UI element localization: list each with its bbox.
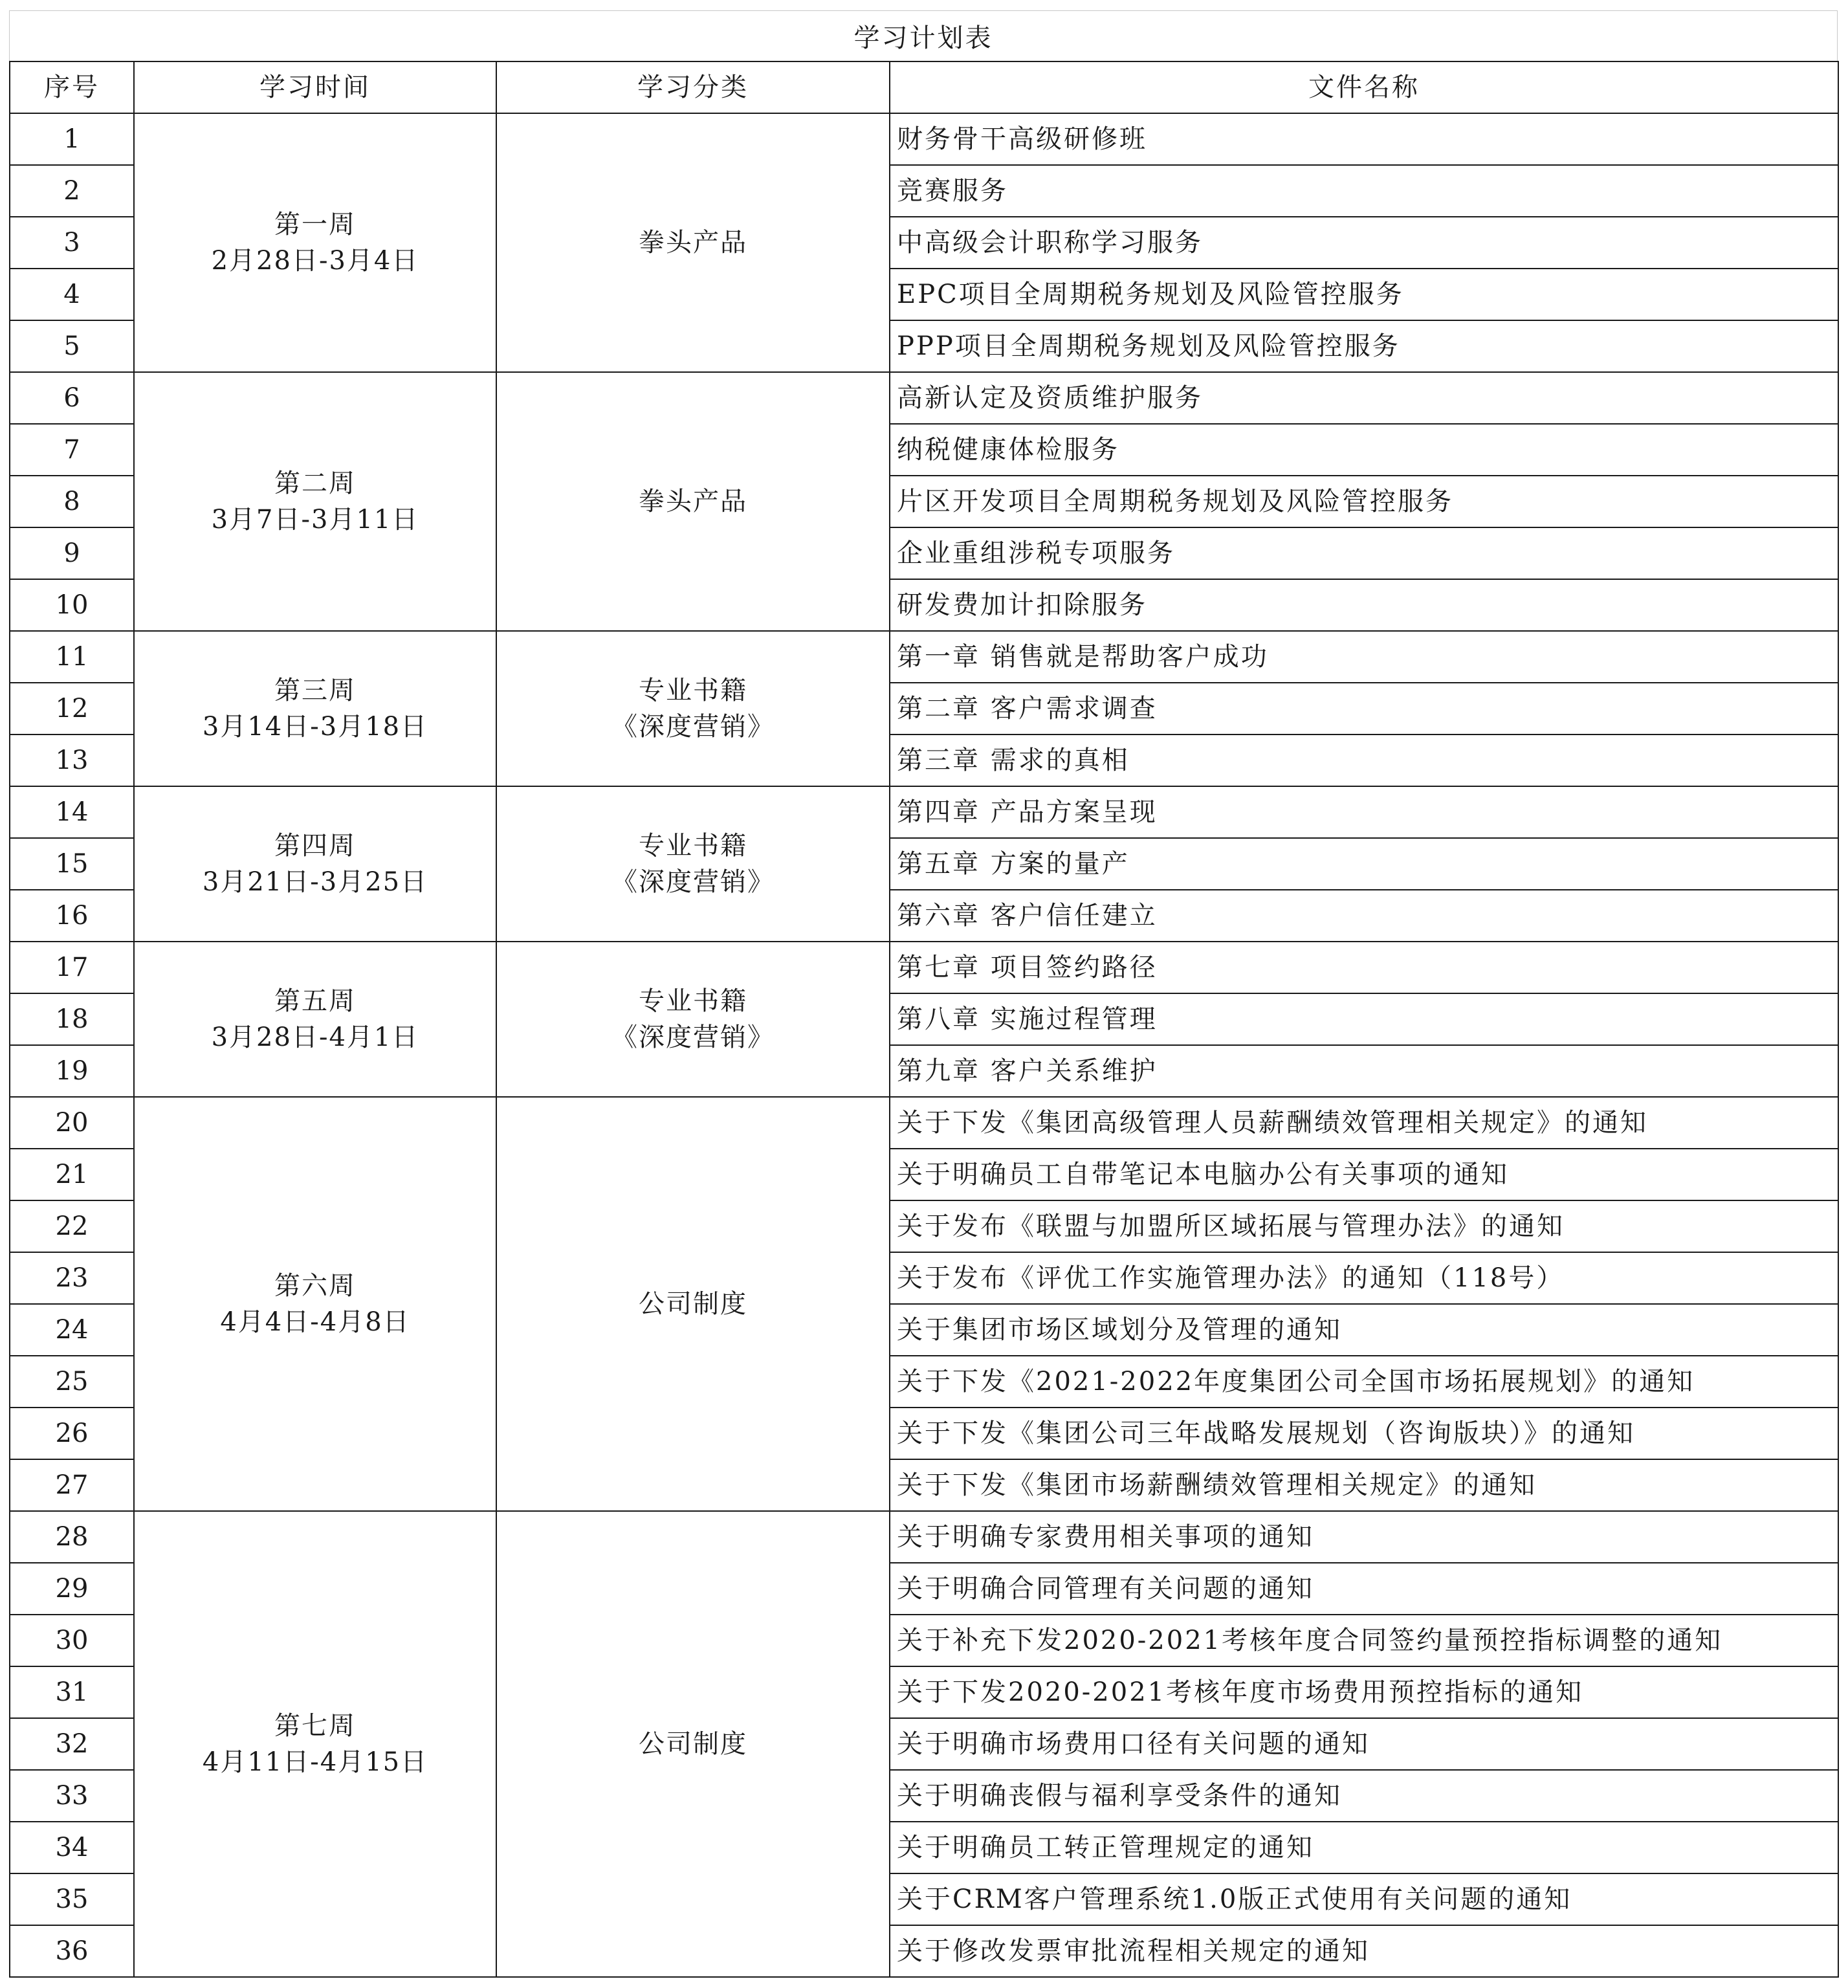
header-row — [10, 61, 1838, 113]
header-category: 学习分类 — [496, 61, 890, 113]
row-index: 27 — [10, 1459, 134, 1511]
file-name: 第一章 销售就是帮助客户成功 — [890, 631, 1838, 683]
file-name: 关于明确专家费用相关事项的通知 — [890, 1511, 1838, 1563]
row-index: 22 — [10, 1200, 134, 1252]
week-label: 第五周 — [274, 986, 356, 1016]
study-time-cell — [134, 372, 496, 631]
study-time-cell — [134, 786, 496, 942]
file-name: 纳税健康体检服务 — [890, 424, 1838, 476]
date-range: 2月28日-3月4日 — [211, 246, 419, 276]
file-name: 第四章 产品方案呈现 — [890, 786, 1838, 838]
row-index: 36 — [10, 1925, 134, 1977]
table-row — [10, 1511, 1838, 1563]
row-index: 5 — [10, 320, 134, 372]
category-label: 公司制度 — [639, 1729, 747, 1759]
row-index: 16 — [10, 890, 134, 942]
book-title: 《深度营销》 — [611, 867, 775, 897]
study-category-cell — [496, 1511, 890, 1977]
row-index: 10 — [10, 579, 134, 631]
file-name: 第六章 客户信任建立 — [890, 890, 1838, 942]
study-time-cell — [134, 631, 496, 786]
row-index: 24 — [10, 1304, 134, 1356]
row-index: 20 — [10, 1097, 134, 1149]
file-name: 关于补充下发2020-2021考核年度合同签约量预控指标调整的通知 — [890, 1615, 1838, 1666]
row-index: 1 — [10, 113, 134, 165]
file-name: 竞赛服务 — [890, 165, 1838, 217]
row-index: 9 — [10, 527, 134, 579]
row-index: 18 — [10, 993, 134, 1045]
file-name: 第二章 客户需求调查 — [890, 683, 1838, 734]
table-row — [10, 942, 1838, 993]
date-range: 3月28日-4月1日 — [211, 1022, 419, 1052]
category-label: 专业书籍 — [639, 831, 747, 861]
category-label: 公司制度 — [639, 1289, 747, 1319]
date-range: 3月7日-3月11日 — [211, 505, 419, 535]
row-index: 35 — [10, 1873, 134, 1925]
date-range: 3月21日-3月25日 — [202, 867, 428, 897]
date-range: 4月4日-4月8日 — [220, 1307, 410, 1337]
file-name: 关于下发《集团高级管理人员薪酬绩效管理相关规定》的通知 — [890, 1097, 1838, 1149]
study-time-cell — [134, 1097, 496, 1511]
file-name: 片区开发项目全周期税务规划及风险管控服务 — [890, 476, 1838, 527]
header-index: 序号 — [10, 61, 134, 113]
category-label: 专业书籍 — [639, 986, 747, 1016]
row-index: 25 — [10, 1356, 134, 1408]
file-name: 第九章 客户关系维护 — [890, 1045, 1838, 1097]
table-row — [10, 786, 1838, 838]
row-index: 26 — [10, 1408, 134, 1459]
file-name: 财务骨干高级研修班 — [890, 113, 1838, 165]
week-label: 第四周 — [274, 831, 356, 861]
row-index: 7 — [10, 424, 134, 476]
study-category-cell — [496, 372, 890, 631]
date-range: 3月14日-3月18日 — [202, 712, 428, 742]
file-name: 关于明确员工自带笔记本电脑办公有关事项的通知 — [890, 1149, 1838, 1200]
study-category-cell — [496, 786, 890, 942]
file-name: 关于明确员工转正管理规定的通知 — [890, 1822, 1838, 1873]
row-index: 3 — [10, 217, 134, 269]
row-index: 34 — [10, 1822, 134, 1873]
header-time: 学习时间 — [134, 61, 496, 113]
table-row — [10, 631, 1838, 683]
study-time-cell — [134, 942, 496, 1097]
study-category-cell — [496, 631, 890, 786]
table-title: 学习计划表 — [9, 10, 1838, 61]
study-plan-table — [9, 61, 1839, 1978]
row-index: 30 — [10, 1615, 134, 1666]
book-title: 《深度营销》 — [611, 712, 775, 742]
week-label: 第三周 — [274, 676, 356, 705]
file-name: 高新认定及资质维护服务 — [890, 372, 1838, 424]
file-name: 第五章 方案的量产 — [890, 838, 1838, 890]
file-name: 关于发布《联盟与加盟所区域拓展与管理办法》的通知 — [890, 1200, 1838, 1252]
week-label: 第一周 — [274, 210, 356, 239]
row-index: 17 — [10, 942, 134, 993]
row-index: 19 — [10, 1045, 134, 1097]
date-range: 4月11日-4月15日 — [202, 1747, 428, 1777]
file-name: 关于CRM客户管理系统1.0版正式使用有关问题的通知 — [890, 1873, 1838, 1925]
row-index: 6 — [10, 372, 134, 424]
file-name: 关于明确合同管理有关问题的通知 — [890, 1563, 1838, 1615]
row-index: 2 — [10, 165, 134, 217]
row-index: 15 — [10, 838, 134, 890]
file-name: 关于下发《集团市场薪酬绩效管理相关规定》的通知 — [890, 1459, 1838, 1511]
row-index: 33 — [10, 1770, 134, 1822]
file-name: PPP项目全周期税务规划及风险管控服务 — [890, 320, 1838, 372]
file-name: 关于明确丧假与福利享受条件的通知 — [890, 1770, 1838, 1822]
row-index: 28 — [10, 1511, 134, 1563]
study-time-cell — [134, 1511, 496, 1977]
file-name: 企业重组涉税专项服务 — [890, 527, 1838, 579]
category-label: 专业书籍 — [639, 676, 747, 705]
row-index: 23 — [10, 1252, 134, 1304]
study-category-cell — [496, 113, 890, 372]
file-name: EPC项目全周期税务规划及风险管控服务 — [890, 269, 1838, 320]
row-index: 13 — [10, 734, 134, 786]
book-title: 《深度营销》 — [611, 1022, 775, 1052]
row-index: 4 — [10, 269, 134, 320]
header-filename: 文件名称 — [890, 61, 1838, 113]
row-index: 11 — [10, 631, 134, 683]
file-name: 第三章 需求的真相 — [890, 734, 1838, 786]
row-index: 29 — [10, 1563, 134, 1615]
table-row — [10, 113, 1838, 165]
category-label: 拳头产品 — [639, 487, 747, 516]
study-category-cell — [496, 1097, 890, 1511]
file-name: 第七章 项目签约路径 — [890, 942, 1838, 993]
file-name: 关于集团市场区域划分及管理的通知 — [890, 1304, 1838, 1356]
file-name: 关于下发《集团公司三年战略发展规划（咨询版块）》的通知 — [890, 1408, 1838, 1459]
file-name: 关于下发2020-2021考核年度市场费用预控指标的通知 — [890, 1666, 1838, 1718]
study-category-cell — [496, 942, 890, 1097]
file-name: 第八章 实施过程管理 — [890, 993, 1838, 1045]
table-row — [10, 1097, 1838, 1149]
category-label: 拳头产品 — [639, 228, 747, 258]
file-name: 关于发布《评优工作实施管理办法》的通知（118号） — [890, 1252, 1838, 1304]
week-label: 第六周 — [274, 1271, 356, 1301]
row-index: 8 — [10, 476, 134, 527]
file-name: 关于下发《2021-2022年度集团公司全国市场拓展规划》的通知 — [890, 1356, 1838, 1408]
table-row — [10, 372, 1838, 424]
file-name: 关于修改发票审批流程相关规定的通知 — [890, 1925, 1838, 1977]
file-name: 关于明确市场费用口径有关问题的通知 — [890, 1718, 1838, 1770]
row-index: 14 — [10, 786, 134, 838]
week-label: 第七周 — [274, 1711, 356, 1741]
row-index: 12 — [10, 683, 134, 734]
row-index: 21 — [10, 1149, 134, 1200]
week-label: 第二周 — [274, 469, 356, 498]
table-body — [10, 113, 1838, 1977]
file-name: 中高级会计职称学习服务 — [890, 217, 1838, 269]
file-name: 研发费加计扣除服务 — [890, 579, 1838, 631]
row-index: 32 — [10, 1718, 134, 1770]
spreadsheet — [9, 10, 1838, 1979]
study-time-cell — [134, 113, 496, 372]
row-index: 31 — [10, 1666, 134, 1718]
